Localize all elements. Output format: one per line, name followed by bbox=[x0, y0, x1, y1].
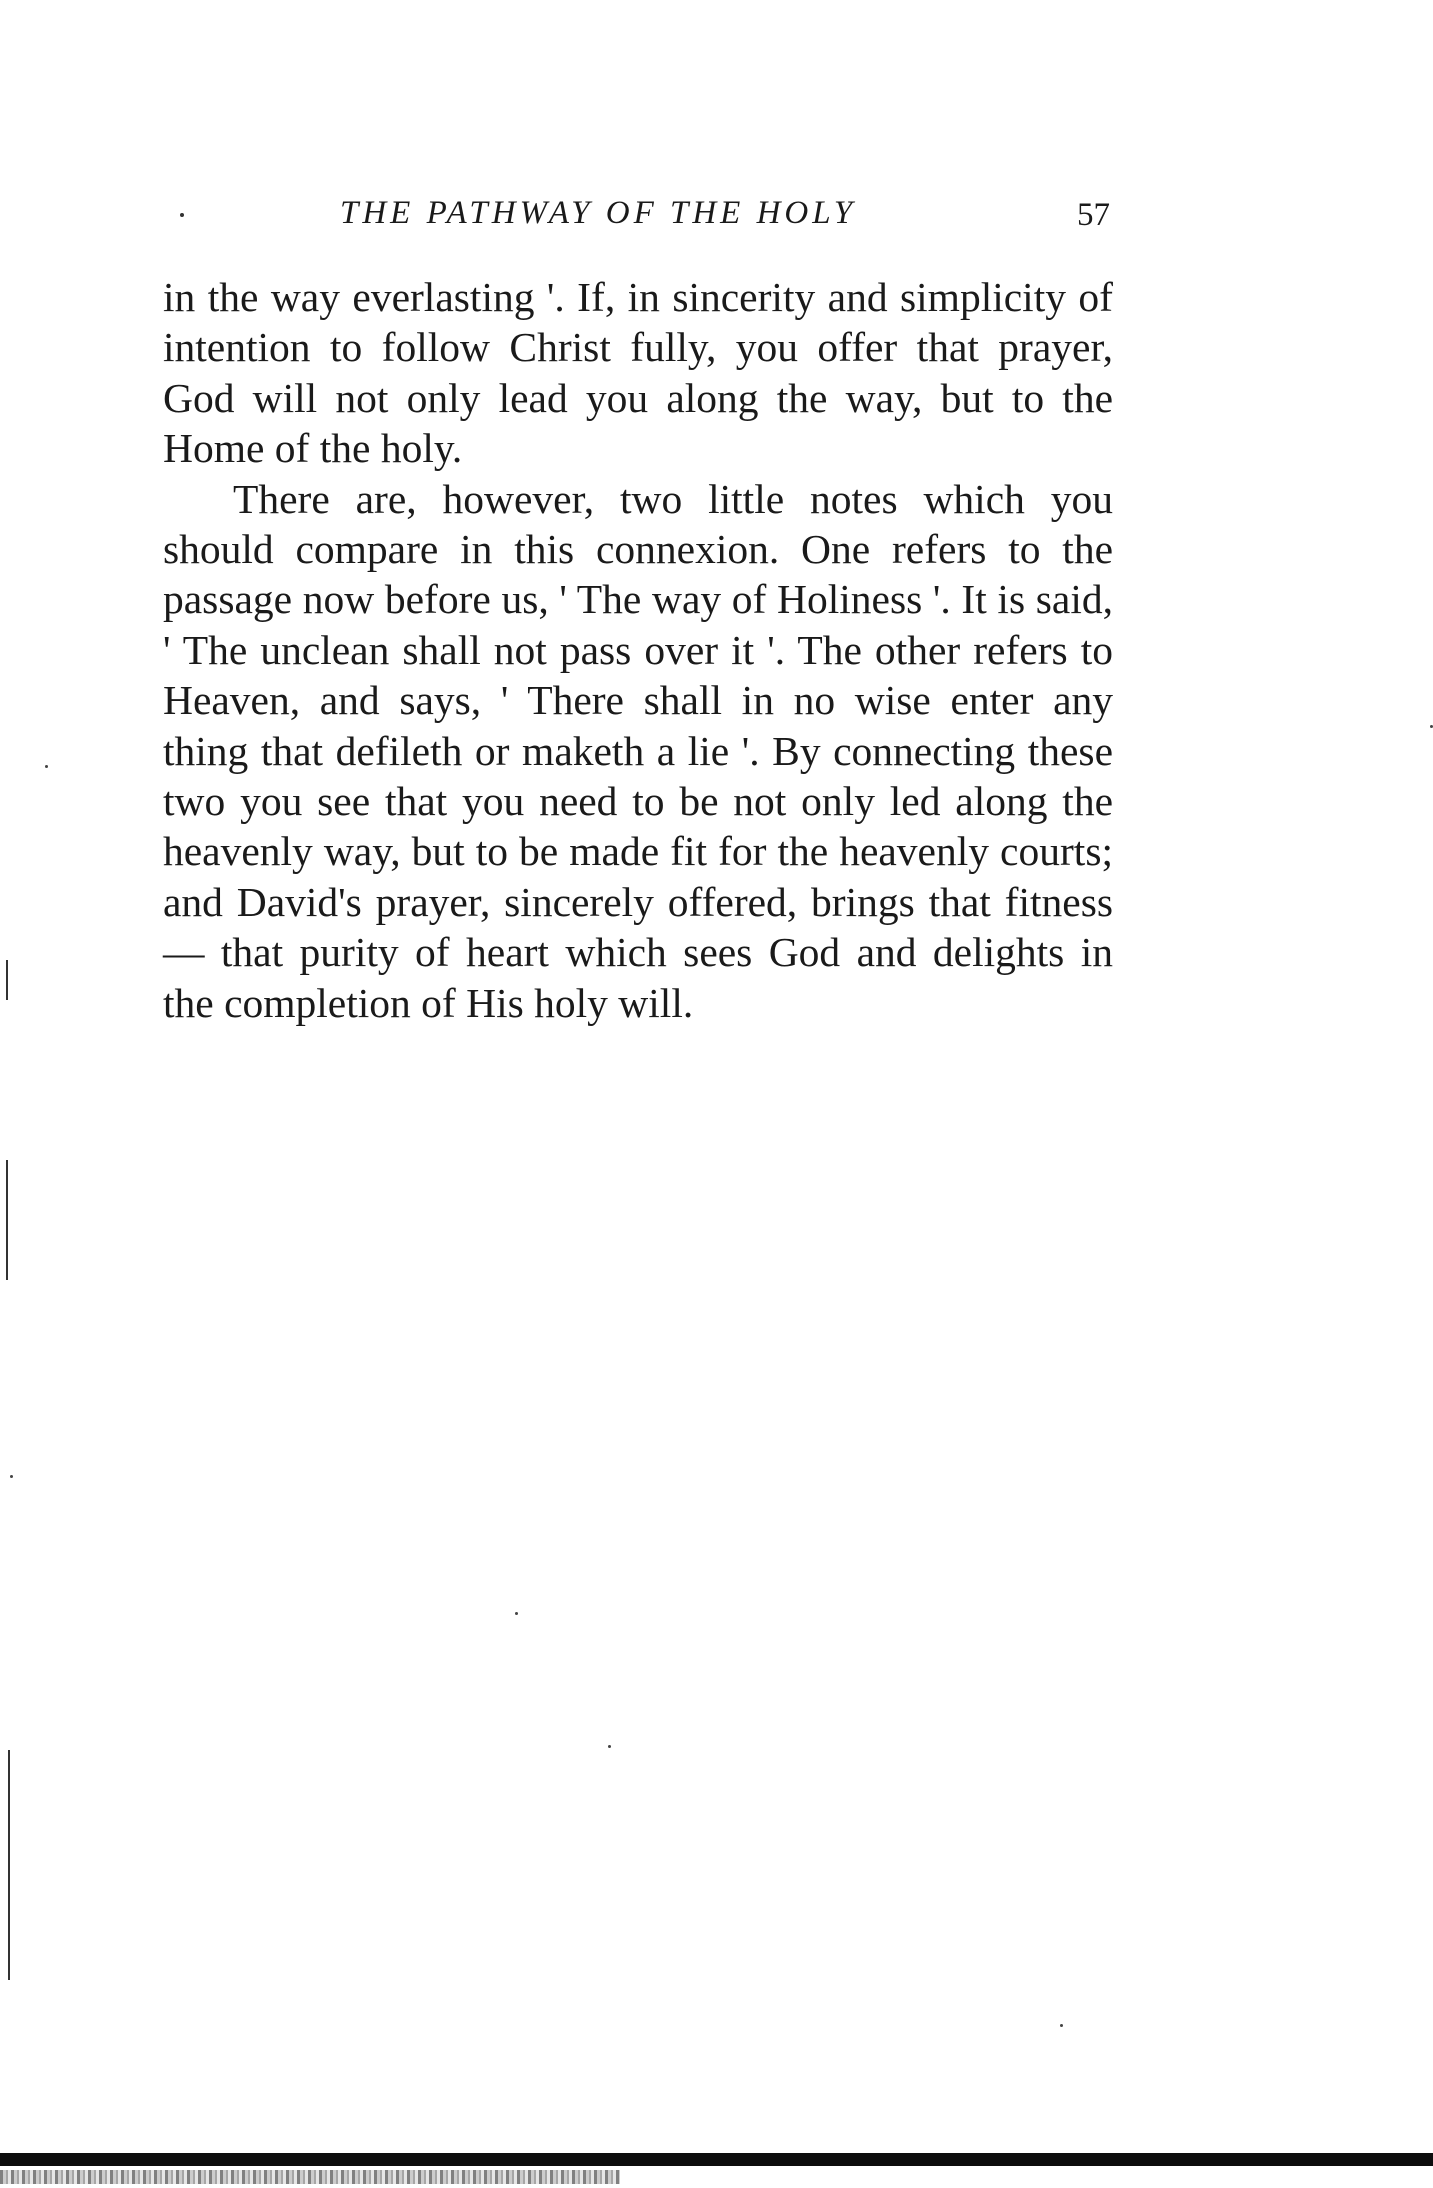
scan-speck bbox=[10, 1475, 13, 1478]
paragraph: There are, however, two little notes which you should compare in this connexion. One refers to the passage now before us, ' The way of Holiness '. It is said, ' The unclean shall not pass over it '. The other refers to Heaven, and says, ' There shall in no wise enter any thing that defileth or maketh a lie '. By connecting these two you see that you need to be not only led along the heavenly way, but to be made fit for the heavenly courts; and David's prayer, sincerely offered, brings that fitness— that purity of heart which sees God and delights in the completion of His holy will. bbox=[163, 475, 1113, 1026]
scan-border-noise bbox=[0, 2170, 620, 2184]
running-head bbox=[160, 195, 1110, 245]
stray-mark bbox=[180, 213, 184, 217]
scan-edge-mark bbox=[8, 1750, 10, 1980]
body-text bbox=[163, 272, 1113, 1028]
scan-speck bbox=[515, 1612, 518, 1615]
scan-edge-mark bbox=[6, 960, 8, 1000]
page-number: 57 bbox=[1077, 197, 1110, 233]
scan-edge-mark bbox=[6, 1160, 8, 1280]
scan-speck bbox=[1060, 2024, 1063, 2027]
scan-speck bbox=[608, 1745, 611, 1748]
scan-border-bar bbox=[0, 2153, 1433, 2166]
scan-speck bbox=[45, 765, 48, 768]
paragraph: in the way everlasting '. If, in sincerity and simplicity of intention to follow Christ fully, you offer that prayer, God will not only lead you along the way, but to the Home of the holy. bbox=[163, 274, 1113, 472]
running-title: THE PATHWAY OF THE HOLY bbox=[340, 195, 857, 231]
